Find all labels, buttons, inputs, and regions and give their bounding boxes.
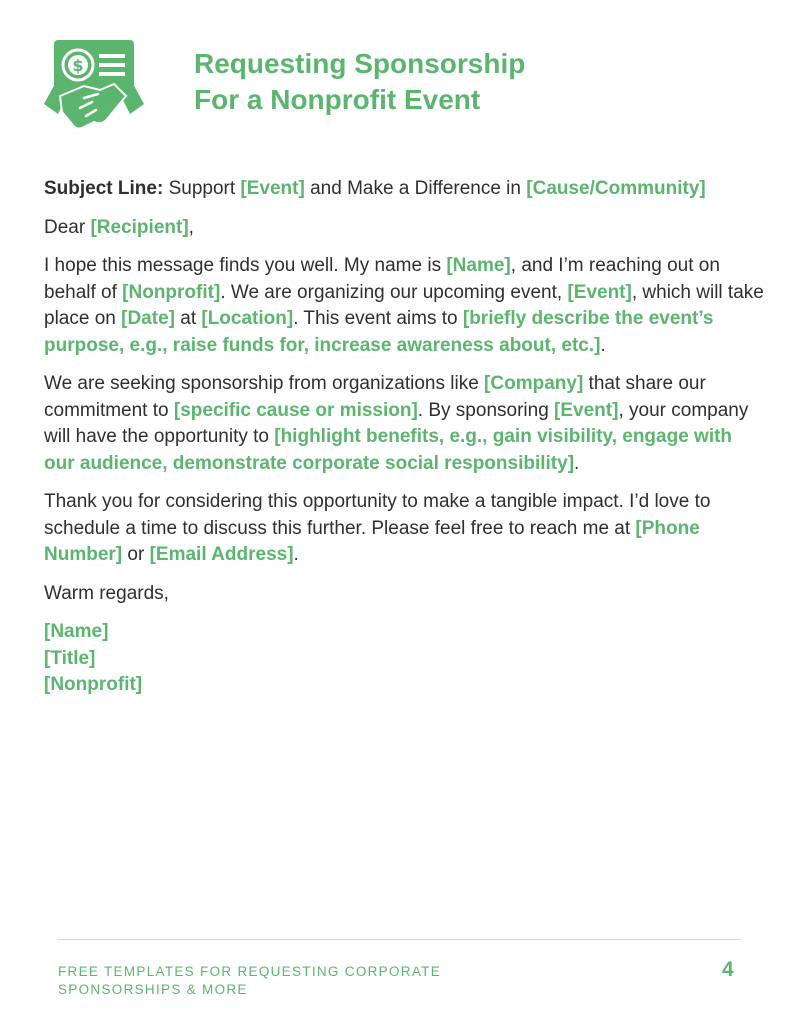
text: . This event aims to — [293, 308, 463, 329]
svg-text:$: $ — [72, 56, 84, 75]
text: Dear — [44, 216, 91, 238]
placeholder-event-purpose: [briefly describe the event’s purpose, e.g., raise funds for, increase awareness about, etc.] — [44, 308, 714, 356]
placeholder-phone: [Phone Number] — [44, 517, 700, 565]
placeholder-date: [Date] — [121, 308, 175, 329]
text: We are seeking sponsorship from organizations like — [44, 373, 485, 394]
page-number: 4 — [722, 958, 734, 981]
text: . — [600, 334, 606, 356]
placeholder-event: [Event] — [554, 399, 619, 421]
subject-label: Subject Line: — [44, 178, 164, 199]
placeholder-name: [Name] — [446, 255, 511, 276]
text: or — [122, 544, 150, 565]
paragraph-intro — [44, 253, 764, 359]
text: Thank you for considering this opportunity to make a tangible impact. I’d love to schedule a time to discuss this further. Please feel free to reach me at — [44, 491, 711, 539]
signature-title: [Title] — [44, 647, 96, 669]
signature-block — [44, 619, 764, 699]
subject-line — [44, 176, 764, 203]
placeholder-benefits: [highlight benefits, e.g., gain visibility, engage with our audience, demonstrate corporate social responsibility] — [44, 426, 733, 474]
footer-line-2: SPONSORSHIPS & MORE — [58, 982, 248, 997]
title-line-2: For a Nonprofit Event — [194, 84, 481, 115]
text: . By sponsoring — [417, 399, 555, 421]
closing: Warm regards, — [44, 582, 169, 604]
title-line-1: Requesting Sponsorship — [194, 48, 526, 79]
page-header — [42, 38, 762, 142]
placeholder-event: [Event] — [567, 281, 632, 303]
text: , and I’m reaching out on behalf of — [44, 255, 720, 303]
text: . We are organizing our upcoming event, — [220, 281, 568, 303]
sponsorship-check-handshake-icon — [42, 38, 146, 142]
letter-body — [44, 176, 764, 699]
signature-name: [Name] — [44, 621, 109, 642]
text: , — [188, 216, 194, 238]
text: and Make a Difference in — [304, 178, 527, 199]
placeholder-cause: [Cause/Community] — [526, 178, 706, 199]
text: at — [174, 308, 202, 329]
paragraph-thanks — [44, 489, 764, 569]
paragraph-sponsorship — [44, 371, 764, 477]
text: . — [574, 452, 580, 474]
footer-line-1: FREE TEMPLATES FOR REQUESTING CORPORATE — [58, 964, 441, 979]
footer-title — [58, 963, 498, 999]
placeholder-location: [Location] — [201, 308, 294, 329]
footer-divider — [57, 939, 741, 940]
page-title — [194, 46, 525, 118]
signature-nonprofit: [Nonprofit] — [44, 674, 143, 695]
text: I hope this message finds you well. My name is — [44, 255, 447, 276]
greeting — [44, 215, 764, 242]
text: . — [293, 544, 299, 565]
text: that share our commitment to — [44, 373, 706, 421]
text: , which will take place on — [44, 281, 764, 329]
placeholder-recipient: [Recipient] — [90, 216, 189, 238]
text: , your company will have the opportunity to — [44, 399, 749, 447]
placeholder-event: [Event] — [240, 178, 305, 199]
placeholder-email: [Email Address] — [149, 544, 294, 565]
placeholder-nonprofit: [Nonprofit] — [122, 281, 221, 303]
text: Support — [163, 178, 241, 199]
placeholder-company: [Company] — [484, 373, 584, 394]
placeholder-cause-mission: [specific cause or mission] — [173, 399, 418, 421]
